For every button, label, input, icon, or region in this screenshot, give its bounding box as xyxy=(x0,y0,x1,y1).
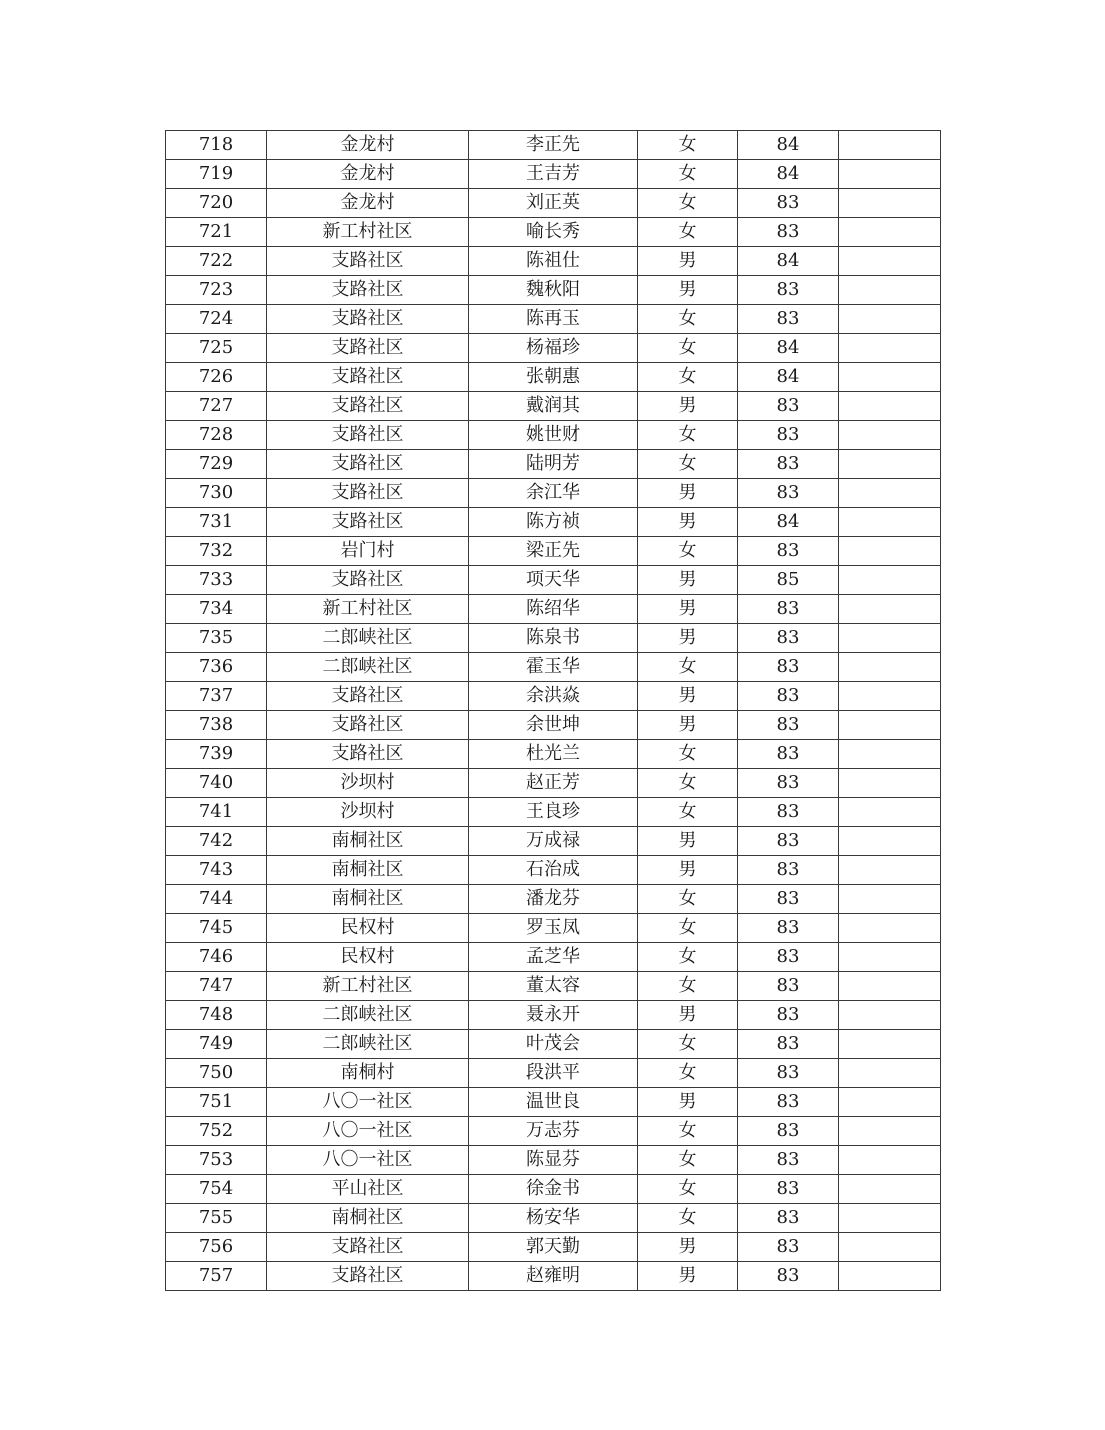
note-cell xyxy=(839,537,941,566)
row-number-cell: 725 xyxy=(166,334,267,363)
age-cell: 83 xyxy=(738,972,839,1001)
community-cell: 支路社区 xyxy=(267,682,469,711)
person-name-cell: 赵雍明 xyxy=(469,1262,638,1291)
person-name-cell: 杨福珍 xyxy=(469,334,638,363)
table-row xyxy=(166,827,941,856)
community-cell: 八〇一社区 xyxy=(267,1117,469,1146)
table-row xyxy=(166,653,941,682)
sex-cell: 男 xyxy=(638,682,738,711)
community-cell: 二郎峡社区 xyxy=(267,1001,469,1030)
age-cell: 83 xyxy=(738,827,839,856)
age-cell: 83 xyxy=(738,769,839,798)
community-cell: 新工村社区 xyxy=(267,972,469,1001)
age-cell: 84 xyxy=(738,508,839,537)
age-cell: 83 xyxy=(738,276,839,305)
community-cell: 支路社区 xyxy=(267,711,469,740)
community-cell: 二郎峡社区 xyxy=(267,624,469,653)
community-cell: 八〇一社区 xyxy=(267,1146,469,1175)
community-cell: 支路社区 xyxy=(267,508,469,537)
sex-cell: 女 xyxy=(638,1146,738,1175)
age-cell: 83 xyxy=(738,1059,839,1088)
age-cell: 83 xyxy=(738,856,839,885)
note-cell xyxy=(839,479,941,508)
table-row xyxy=(166,740,941,769)
community-cell: 民权村 xyxy=(267,914,469,943)
community-cell: 民权村 xyxy=(267,943,469,972)
person-name-cell: 董太容 xyxy=(469,972,638,1001)
row-number-cell: 753 xyxy=(166,1146,267,1175)
age-cell: 84 xyxy=(738,247,839,276)
note-cell xyxy=(839,334,941,363)
community-cell: 二郎峡社区 xyxy=(267,653,469,682)
person-name-cell: 王良珍 xyxy=(469,798,638,827)
table-row xyxy=(166,566,941,595)
community-cell: 支路社区 xyxy=(267,247,469,276)
table-row xyxy=(166,131,941,160)
note-cell xyxy=(839,363,941,392)
note-cell xyxy=(839,421,941,450)
person-name-cell: 陈祖仕 xyxy=(469,247,638,276)
person-name-cell: 陈泉书 xyxy=(469,624,638,653)
table-row xyxy=(166,1175,941,1204)
person-name-cell: 陈方祯 xyxy=(469,508,638,537)
person-name-cell: 杜光兰 xyxy=(469,740,638,769)
person-name-cell: 项天华 xyxy=(469,566,638,595)
table-row xyxy=(166,1146,941,1175)
sex-cell: 男 xyxy=(638,276,738,305)
note-cell xyxy=(839,1175,941,1204)
age-cell: 83 xyxy=(738,885,839,914)
row-number-cell: 720 xyxy=(166,189,267,218)
table-row xyxy=(166,1088,941,1117)
note-cell xyxy=(839,682,941,711)
note-cell xyxy=(839,1088,941,1117)
sex-cell: 女 xyxy=(638,1059,738,1088)
community-cell: 沙坝村 xyxy=(267,798,469,827)
note-cell xyxy=(839,1146,941,1175)
sex-cell: 女 xyxy=(638,363,738,392)
note-cell xyxy=(839,1001,941,1030)
row-number-cell: 749 xyxy=(166,1030,267,1059)
sex-cell: 女 xyxy=(638,1117,738,1146)
sex-cell: 男 xyxy=(638,1233,738,1262)
person-name-cell: 万志芬 xyxy=(469,1117,638,1146)
row-number-cell: 746 xyxy=(166,943,267,972)
sex-cell: 女 xyxy=(638,218,738,247)
person-name-cell: 孟芝华 xyxy=(469,943,638,972)
person-name-cell: 霍玉华 xyxy=(469,653,638,682)
person-name-cell: 余世坤 xyxy=(469,711,638,740)
sex-cell: 女 xyxy=(638,537,738,566)
note-cell xyxy=(839,595,941,624)
community-cell: 平山社区 xyxy=(267,1175,469,1204)
note-cell xyxy=(839,653,941,682)
table-row xyxy=(166,479,941,508)
row-number-cell: 738 xyxy=(166,711,267,740)
community-cell: 支路社区 xyxy=(267,421,469,450)
sex-cell: 女 xyxy=(638,798,738,827)
note-cell xyxy=(839,711,941,740)
community-cell: 金龙村 xyxy=(267,131,469,160)
person-name-cell: 杨安华 xyxy=(469,1204,638,1233)
community-cell: 八〇一社区 xyxy=(267,1088,469,1117)
row-number-cell: 750 xyxy=(166,1059,267,1088)
sex-cell: 男 xyxy=(638,1001,738,1030)
row-number-cell: 741 xyxy=(166,798,267,827)
sex-cell: 男 xyxy=(638,1088,738,1117)
person-name-cell: 聂永开 xyxy=(469,1001,638,1030)
table-row xyxy=(166,334,941,363)
age-cell: 84 xyxy=(738,160,839,189)
person-name-cell: 罗玉凤 xyxy=(469,914,638,943)
row-number-cell: 745 xyxy=(166,914,267,943)
note-cell xyxy=(839,566,941,595)
age-cell: 83 xyxy=(738,450,839,479)
note-cell xyxy=(839,131,941,160)
table-row xyxy=(166,769,941,798)
note-cell xyxy=(839,189,941,218)
row-number-cell: 742 xyxy=(166,827,267,856)
sex-cell: 女 xyxy=(638,885,738,914)
person-name-cell: 魏秋阳 xyxy=(469,276,638,305)
age-cell: 83 xyxy=(738,1233,839,1262)
table-row xyxy=(166,885,941,914)
community-cell: 支路社区 xyxy=(267,450,469,479)
row-number-cell: 726 xyxy=(166,363,267,392)
note-cell xyxy=(839,247,941,276)
community-cell: 新工村社区 xyxy=(267,595,469,624)
row-number-cell: 719 xyxy=(166,160,267,189)
community-cell: 支路社区 xyxy=(267,740,469,769)
table-row xyxy=(166,1233,941,1262)
sex-cell: 男 xyxy=(638,624,738,653)
age-cell: 85 xyxy=(738,566,839,595)
person-name-cell: 万成禄 xyxy=(469,827,638,856)
row-number-cell: 718 xyxy=(166,131,267,160)
row-number-cell: 744 xyxy=(166,885,267,914)
sex-cell: 女 xyxy=(638,1175,738,1204)
table-row xyxy=(166,537,941,566)
age-cell: 83 xyxy=(738,682,839,711)
sex-cell: 男 xyxy=(638,508,738,537)
community-cell: 南桐社区 xyxy=(267,885,469,914)
sex-cell: 男 xyxy=(638,1262,738,1291)
person-name-cell: 戴润其 xyxy=(469,392,638,421)
table-row xyxy=(166,450,941,479)
row-number-cell: 722 xyxy=(166,247,267,276)
note-cell xyxy=(839,769,941,798)
table-row xyxy=(166,682,941,711)
age-cell: 83 xyxy=(738,1146,839,1175)
age-cell: 83 xyxy=(738,189,839,218)
age-cell: 83 xyxy=(738,943,839,972)
row-number-cell: 731 xyxy=(166,508,267,537)
sex-cell: 女 xyxy=(638,653,738,682)
person-name-cell: 刘正英 xyxy=(469,189,638,218)
sex-cell: 男 xyxy=(638,479,738,508)
note-cell xyxy=(839,740,941,769)
community-cell: 支路社区 xyxy=(267,363,469,392)
person-name-cell: 叶茂会 xyxy=(469,1030,638,1059)
sex-cell: 女 xyxy=(638,189,738,218)
sex-cell: 女 xyxy=(638,305,738,334)
community-cell: 南桐社区 xyxy=(267,1204,469,1233)
row-number-cell: 732 xyxy=(166,537,267,566)
age-cell: 83 xyxy=(738,914,839,943)
sex-cell: 女 xyxy=(638,450,738,479)
table-row xyxy=(166,1030,941,1059)
note-cell xyxy=(839,798,941,827)
row-number-cell: 743 xyxy=(166,856,267,885)
sex-cell: 男 xyxy=(638,827,738,856)
community-cell: 二郎峡社区 xyxy=(267,1030,469,1059)
row-number-cell: 729 xyxy=(166,450,267,479)
row-number-cell: 733 xyxy=(166,566,267,595)
table-row xyxy=(166,1117,941,1146)
person-name-cell: 王吉芳 xyxy=(469,160,638,189)
note-cell xyxy=(839,1233,941,1262)
age-cell: 83 xyxy=(738,740,839,769)
age-cell: 83 xyxy=(738,479,839,508)
note-cell xyxy=(839,276,941,305)
age-cell: 83 xyxy=(738,1030,839,1059)
age-cell: 83 xyxy=(738,653,839,682)
row-number-cell: 737 xyxy=(166,682,267,711)
row-number-cell: 735 xyxy=(166,624,267,653)
table-row xyxy=(166,189,941,218)
note-cell xyxy=(839,1117,941,1146)
age-cell: 83 xyxy=(738,798,839,827)
age-cell: 83 xyxy=(738,1204,839,1233)
table-row xyxy=(166,1059,941,1088)
table-row xyxy=(166,276,941,305)
person-name-cell: 陆明芳 xyxy=(469,450,638,479)
note-cell xyxy=(839,914,941,943)
sex-cell: 女 xyxy=(638,160,738,189)
note-cell xyxy=(839,392,941,421)
community-cell: 支路社区 xyxy=(267,1262,469,1291)
row-number-cell: 724 xyxy=(166,305,267,334)
person-name-cell: 段洪平 xyxy=(469,1059,638,1088)
table-row xyxy=(166,711,941,740)
community-cell: 支路社区 xyxy=(267,334,469,363)
age-cell: 83 xyxy=(738,624,839,653)
note-cell xyxy=(839,450,941,479)
table-row xyxy=(166,392,941,421)
note-cell xyxy=(839,827,941,856)
note-cell xyxy=(839,160,941,189)
sex-cell: 男 xyxy=(638,595,738,624)
person-name-cell: 陈再玉 xyxy=(469,305,638,334)
person-name-cell: 陈显芬 xyxy=(469,1146,638,1175)
sex-cell: 女 xyxy=(638,943,738,972)
sex-cell: 女 xyxy=(638,1204,738,1233)
row-number-cell: 730 xyxy=(166,479,267,508)
sex-cell: 男 xyxy=(638,856,738,885)
table-row xyxy=(166,508,941,537)
table-row xyxy=(166,305,941,334)
row-number-cell: 721 xyxy=(166,218,267,247)
community-cell: 支路社区 xyxy=(267,392,469,421)
age-cell: 84 xyxy=(738,334,839,363)
table-row xyxy=(166,1262,941,1291)
community-cell: 支路社区 xyxy=(267,305,469,334)
table-row xyxy=(166,1204,941,1233)
person-name-cell: 梁正先 xyxy=(469,537,638,566)
table-row xyxy=(166,421,941,450)
age-cell: 83 xyxy=(738,1001,839,1030)
row-number-cell: 747 xyxy=(166,972,267,1001)
note-cell xyxy=(839,508,941,537)
sex-cell: 男 xyxy=(638,247,738,276)
table-row xyxy=(166,160,941,189)
table-row xyxy=(166,218,941,247)
row-number-cell: 727 xyxy=(166,392,267,421)
row-number-cell: 739 xyxy=(166,740,267,769)
community-cell: 支路社区 xyxy=(267,1233,469,1262)
sex-cell: 男 xyxy=(638,711,738,740)
table-row xyxy=(166,363,941,392)
person-name-cell: 姚世财 xyxy=(469,421,638,450)
roster-table xyxy=(165,130,941,1291)
note-cell xyxy=(839,943,941,972)
table-row xyxy=(166,798,941,827)
table-row xyxy=(166,1001,941,1030)
roster-table-body xyxy=(166,131,941,1291)
table-row xyxy=(166,624,941,653)
row-number-cell: 757 xyxy=(166,1262,267,1291)
sex-cell: 女 xyxy=(638,421,738,450)
community-cell: 支路社区 xyxy=(267,479,469,508)
row-number-cell: 736 xyxy=(166,653,267,682)
person-name-cell: 余洪焱 xyxy=(469,682,638,711)
age-cell: 83 xyxy=(738,305,839,334)
age-cell: 83 xyxy=(738,1175,839,1204)
table-row xyxy=(166,943,941,972)
sex-cell: 女 xyxy=(638,914,738,943)
sex-cell: 女 xyxy=(638,740,738,769)
person-name-cell: 郭天勤 xyxy=(469,1233,638,1262)
age-cell: 83 xyxy=(738,537,839,566)
person-name-cell: 喻长秀 xyxy=(469,218,638,247)
note-cell xyxy=(839,972,941,1001)
age-cell: 83 xyxy=(738,218,839,247)
sex-cell: 女 xyxy=(638,769,738,798)
table-row xyxy=(166,856,941,885)
note-cell xyxy=(839,624,941,653)
note-cell xyxy=(839,1204,941,1233)
person-name-cell: 徐金书 xyxy=(469,1175,638,1204)
person-name-cell: 赵正芳 xyxy=(469,769,638,798)
sex-cell: 女 xyxy=(638,131,738,160)
row-number-cell: 748 xyxy=(166,1001,267,1030)
age-cell: 83 xyxy=(738,711,839,740)
row-number-cell: 755 xyxy=(166,1204,267,1233)
community-cell: 新工村社区 xyxy=(267,218,469,247)
age-cell: 83 xyxy=(738,392,839,421)
table-row xyxy=(166,247,941,276)
community-cell: 支路社区 xyxy=(267,276,469,305)
note-cell xyxy=(839,1262,941,1291)
sex-cell: 女 xyxy=(638,972,738,1001)
table-row xyxy=(166,972,941,1001)
table-row xyxy=(166,595,941,624)
community-cell: 南桐社区 xyxy=(267,856,469,885)
community-cell: 南桐村 xyxy=(267,1059,469,1088)
person-name-cell: 石治成 xyxy=(469,856,638,885)
note-cell xyxy=(839,218,941,247)
age-cell: 84 xyxy=(738,131,839,160)
community-cell: 支路社区 xyxy=(267,566,469,595)
age-cell: 84 xyxy=(738,363,839,392)
row-number-cell: 723 xyxy=(166,276,267,305)
row-number-cell: 751 xyxy=(166,1088,267,1117)
person-name-cell: 陈绍华 xyxy=(469,595,638,624)
age-cell: 83 xyxy=(738,595,839,624)
person-name-cell: 温世良 xyxy=(469,1088,638,1117)
sex-cell: 女 xyxy=(638,1030,738,1059)
note-cell xyxy=(839,885,941,914)
note-cell xyxy=(839,856,941,885)
community-cell: 岩门村 xyxy=(267,537,469,566)
age-cell: 83 xyxy=(738,1117,839,1146)
community-cell: 南桐社区 xyxy=(267,827,469,856)
sex-cell: 男 xyxy=(638,392,738,421)
person-name-cell: 余江华 xyxy=(469,479,638,508)
row-number-cell: 734 xyxy=(166,595,267,624)
note-cell xyxy=(839,1059,941,1088)
community-cell: 沙坝村 xyxy=(267,769,469,798)
row-number-cell: 752 xyxy=(166,1117,267,1146)
row-number-cell: 754 xyxy=(166,1175,267,1204)
note-cell xyxy=(839,1030,941,1059)
age-cell: 83 xyxy=(738,421,839,450)
note-cell xyxy=(839,305,941,334)
community-cell: 金龙村 xyxy=(267,160,469,189)
age-cell: 83 xyxy=(738,1088,839,1117)
person-name-cell: 李正先 xyxy=(469,131,638,160)
sex-cell: 男 xyxy=(638,566,738,595)
person-name-cell: 潘龙芬 xyxy=(469,885,638,914)
age-cell: 83 xyxy=(738,1262,839,1291)
sex-cell: 女 xyxy=(638,334,738,363)
community-cell: 金龙村 xyxy=(267,189,469,218)
table-row xyxy=(166,914,941,943)
row-number-cell: 740 xyxy=(166,769,267,798)
person-name-cell: 张朝惠 xyxy=(469,363,638,392)
row-number-cell: 728 xyxy=(166,421,267,450)
row-number-cell: 756 xyxy=(166,1233,267,1262)
